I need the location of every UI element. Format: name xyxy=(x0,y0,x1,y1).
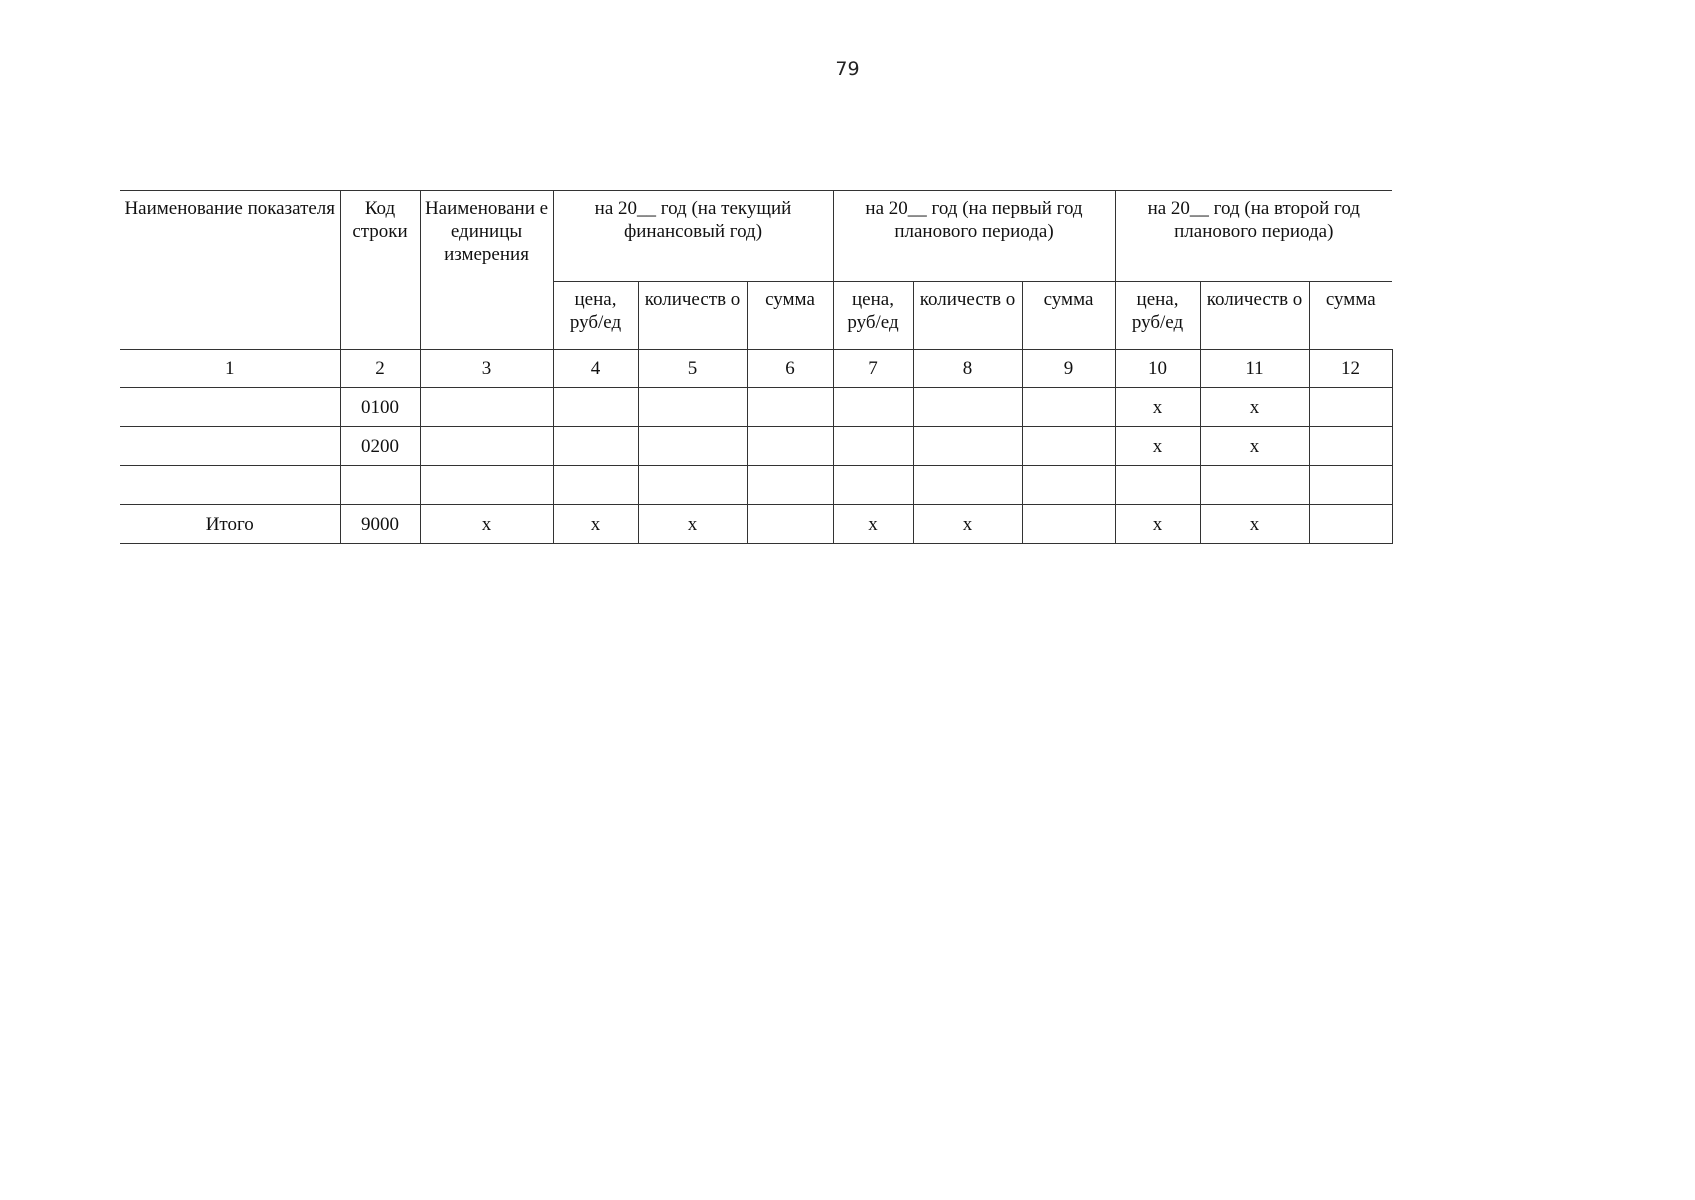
table-cell xyxy=(833,427,913,466)
table-cell xyxy=(747,388,833,427)
header-row-code: Код строки xyxy=(340,191,420,350)
table-cell: x xyxy=(1200,505,1309,544)
budget-calculation-table xyxy=(120,190,1393,544)
table-cell: x xyxy=(1200,427,1309,466)
header-period-current-year: на 20__ год (на текущий финансовый год) xyxy=(553,191,833,282)
column-number: 9 xyxy=(1022,350,1115,388)
table-cell: x xyxy=(638,505,747,544)
table-cell xyxy=(1309,466,1392,505)
column-number: 6 xyxy=(747,350,833,388)
table-cell xyxy=(1200,466,1309,505)
table-cell xyxy=(1022,388,1115,427)
table-cell xyxy=(420,388,553,427)
header-period-first-plan-year: на 20__ год (на первый год планового периода) xyxy=(833,191,1115,282)
table-cell xyxy=(340,466,420,505)
subheader-quantity: количеств о xyxy=(1200,282,1309,350)
table-row-0200 xyxy=(120,427,1392,466)
table-cell xyxy=(913,427,1022,466)
table-row-0100 xyxy=(120,388,1392,427)
subheader-price: цена, руб/ед xyxy=(553,282,638,350)
table-cell xyxy=(913,466,1022,505)
table-cell xyxy=(1309,427,1392,466)
column-number: 7 xyxy=(833,350,913,388)
table-cell xyxy=(553,466,638,505)
column-number: 2 xyxy=(340,350,420,388)
table-cell xyxy=(747,505,833,544)
table-cell: x xyxy=(833,505,913,544)
table-cell: x xyxy=(1115,505,1200,544)
table-cell: 9000 xyxy=(340,505,420,544)
column-number: 3 xyxy=(420,350,553,388)
column-number: 5 xyxy=(638,350,747,388)
table-cell: x xyxy=(913,505,1022,544)
table-cell xyxy=(420,466,553,505)
table-cell xyxy=(638,466,747,505)
table-cell: x xyxy=(553,505,638,544)
table-cell xyxy=(747,466,833,505)
table-cell xyxy=(120,427,340,466)
table-cell xyxy=(913,388,1022,427)
table-cell xyxy=(420,427,553,466)
subheader-sum: сумма xyxy=(1309,282,1392,350)
subheader-quantity: количеств о xyxy=(913,282,1022,350)
table-cell xyxy=(553,388,638,427)
column-number: 11 xyxy=(1200,350,1309,388)
table-cell: 0200 xyxy=(340,427,420,466)
subheader-quantity: количеств о xyxy=(638,282,747,350)
table-cell: x xyxy=(420,505,553,544)
column-number: 10 xyxy=(1115,350,1200,388)
subheader-sum: сумма xyxy=(1022,282,1115,350)
table-cell xyxy=(638,388,747,427)
table-cell xyxy=(120,388,340,427)
column-number: 8 xyxy=(913,350,1022,388)
column-number: 1 xyxy=(120,350,340,388)
table-cell xyxy=(747,427,833,466)
page-number: 79 xyxy=(835,58,860,80)
header-row-periods xyxy=(120,191,1392,282)
total-label: Итого xyxy=(120,505,340,544)
header-unit-name: Наименовани е единицы измерения xyxy=(420,191,553,350)
table-cell xyxy=(1022,466,1115,505)
header-indicator-name: Наименование показателя xyxy=(120,191,340,350)
subheader-price: цена, руб/ед xyxy=(1115,282,1200,350)
table-cell: x xyxy=(1200,388,1309,427)
table-cell: x xyxy=(1115,388,1200,427)
table-cell xyxy=(120,466,340,505)
column-numbers-row xyxy=(120,350,1392,388)
table-cell xyxy=(1022,505,1115,544)
table-cell xyxy=(1309,388,1392,427)
table-cell: x xyxy=(1115,427,1200,466)
table-cell xyxy=(1309,505,1392,544)
table-row-total xyxy=(120,505,1392,544)
table-cell xyxy=(1115,466,1200,505)
column-number: 12 xyxy=(1309,350,1392,388)
header-period-second-plan-year: на 20__ год (на второй год планового периода) xyxy=(1115,191,1392,282)
subheader-price: цена, руб/ед xyxy=(833,282,913,350)
table-cell xyxy=(553,427,638,466)
table-cell: 0100 xyxy=(340,388,420,427)
subheader-sum: сумма xyxy=(747,282,833,350)
table-row-empty xyxy=(120,466,1392,505)
table-cell xyxy=(833,388,913,427)
table-cell xyxy=(833,466,913,505)
table-cell xyxy=(1022,427,1115,466)
column-number: 4 xyxy=(553,350,638,388)
table-cell xyxy=(638,427,747,466)
